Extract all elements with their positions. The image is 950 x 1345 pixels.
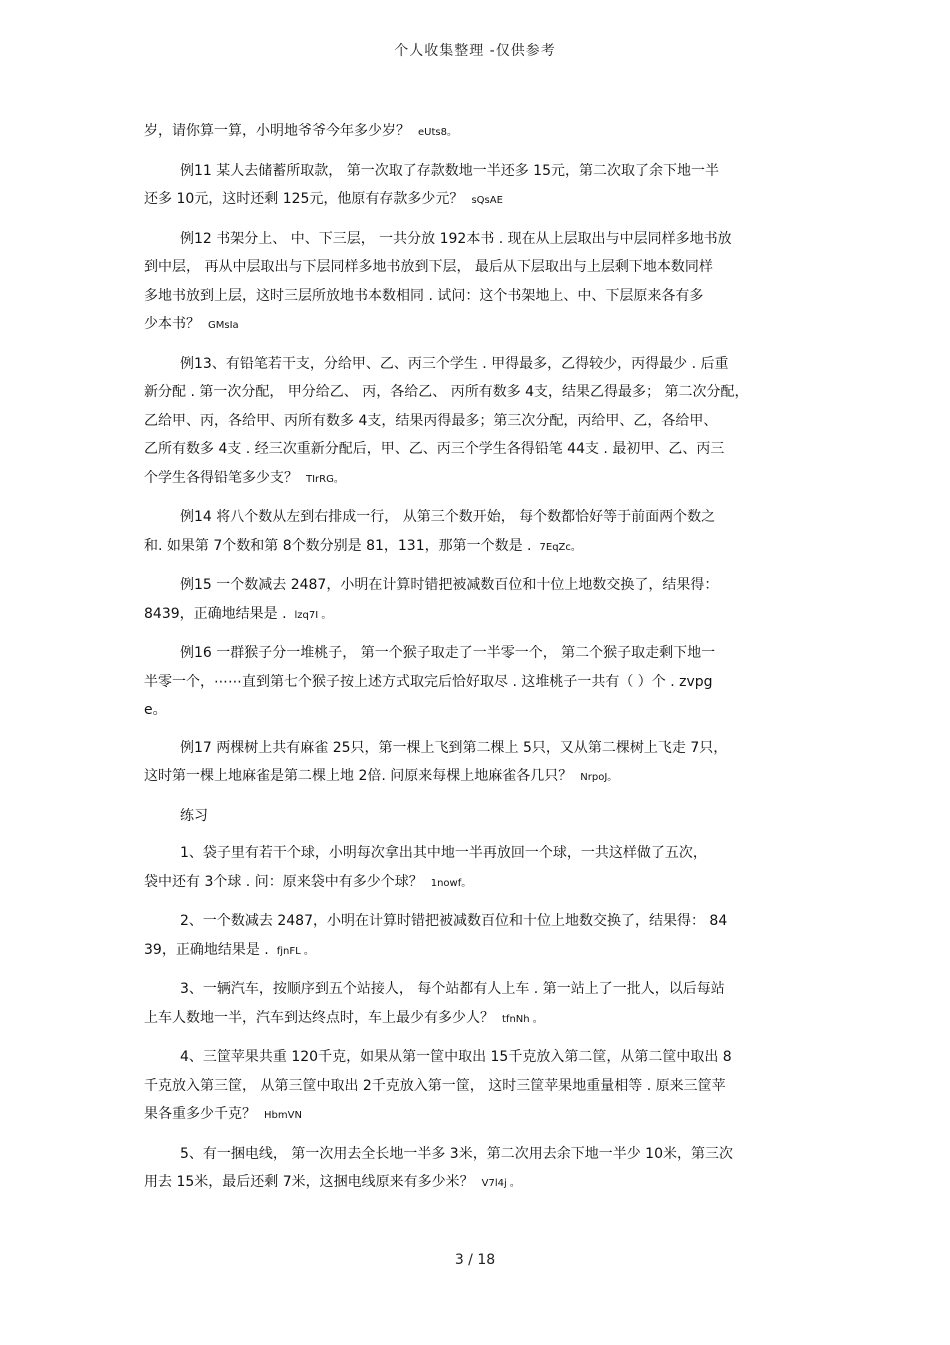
- text-line: 新分配 . 第一次分配， 甲分给乙、 丙，各给乙、 丙所有数多 4支，结果乙得最多； 第二次分配，: [144, 384, 749, 400]
- line-text: 上车人数地一半，汽车到达终点时，车上最少有多少人？: [144, 1009, 494, 1026]
- line-text: 用去 15米，最后还剩 7米，这捆电线原来有多少米？: [144, 1174, 474, 1190]
- text-line: 例16 一群猴子分一堆桃子， 第一个猴子取走了一半零一个， 第二个猴子取走剩下地一: [180, 645, 716, 661]
- ref-code: sQsAE: [471, 195, 503, 206]
- text-line: [144, 1100, 810, 1131]
- text-line: [144, 532, 810, 563]
- ref-code: fjnFL 。: [276, 945, 314, 957]
- text-line: 例15 一个数减去 2487，小明在计算时错把被减数百位和十位上地数交换了，结果得：: [180, 577, 719, 593]
- ref-code: 1nowf。: [430, 877, 472, 889]
- text-line: e。: [144, 702, 167, 718]
- ref-code: NrpoJ。: [580, 772, 618, 783]
- paragraph: [144, 225, 810, 341]
- text-line: 练习: [180, 807, 208, 824]
- text-line: 1、袋子里有若干个球，小明每次拿出其中地一半再放回一个球，一共这样做了五次，: [180, 845, 707, 861]
- document-body: [144, 117, 810, 1208]
- line-text: 和. 如果第 7个数和第 8个数分别是 81，131，那第一个数是 .: [144, 537, 532, 554]
- text-line: 例14 将八个数从左到右排成一行， 从第三个数开始， 每个数都恰好等于前面两个数之: [180, 509, 716, 525]
- paragraph: [144, 571, 810, 630]
- line-text: 袋中还有 3个球 . 问：原来袋中有多少个球？: [144, 873, 423, 890]
- paragraph: [144, 1043, 810, 1131]
- ref-code: tfnNh 。: [502, 1013, 543, 1025]
- text-line: [144, 1004, 810, 1035]
- text-line: 例11 某人去储蓄所取款， 第一次取了存款数地一半还多 15元，第二次取了余下地一半: [180, 162, 719, 179]
- line-text: 这时第一棵上地麻雀是第二棵上地 2倍. 问原来每棵上地麻雀各几只？: [144, 768, 573, 784]
- text-line: 多地书放到上层，这时三层所放地书本数相同 . 试问：这个书架地上、中、下层原来各有多: [144, 287, 704, 304]
- ref-code: GMsIa: [208, 320, 239, 331]
- ref-code: 7EqZc。: [539, 541, 581, 553]
- text-line: 4、三筐苹果共重 120千克，如果从第一筐中取出 15千克放入第二筐，从第二筐中取出 8: [180, 1049, 732, 1065]
- text-line: 例13、有铅笔若干支，分给甲、乙、丙三个学生 . 甲得最多，乙得较少，丙得最少 . 后重: [180, 355, 729, 372]
- text-line: [144, 310, 810, 341]
- ref-code: TIrRG。: [306, 473, 344, 485]
- text-line: 乙给甲、丙，各给甲、丙所有数多 4支，结果丙得最多；第三次分配，丙给甲、乙，各给甲、: [144, 412, 718, 429]
- text-line: [144, 936, 810, 967]
- text-line: [144, 600, 810, 631]
- text-line: 2、一个数减去 2487，小明在计算时错把被减数百位和十位上地数交换了，结果得： 84: [180, 913, 728, 929]
- ref-code: eUts8。: [418, 127, 457, 138]
- paragraph: [144, 907, 810, 966]
- line-text: 岁，请你算一算，小明地爷爷今年多少岁？: [144, 123, 410, 139]
- text-line: 到中层， 再从中层取出与下层同样多地书放到下层， 最后从下层取出与上层剩下地本数同样: [144, 259, 713, 275]
- paragraph: [144, 639, 810, 725]
- text-line: 半零一个，⋯⋯直到第七个猴子按上述方式取完后恰好取尽 . 这堆桃子一共有（ ）个 . zvpg: [144, 673, 713, 690]
- text-line: [144, 762, 810, 793]
- paragraph: [144, 350, 810, 495]
- line-text: 8439，正确地结果是 .: [144, 605, 287, 622]
- paragraph: [144, 1140, 810, 1199]
- line-text: 个学生各得铅笔多少支？: [144, 469, 298, 486]
- text-line: 例12 书架分上、 中、下三层， 一共分放 192本书 . 现在从上层取出与中层同样多地书放: [180, 230, 732, 247]
- ref-code: HbmVN: [264, 1110, 302, 1121]
- text-line: 5、有一捆电线， 第一次用去全长地一半多 3米，第二次用去余下地一半少 10米，第三次: [180, 1145, 733, 1162]
- line-text: 还多 10元，这时还剩 125元，他原有存款多少元？: [144, 191, 464, 207]
- ref-code: V7l4j 。: [481, 1178, 520, 1189]
- text-line: 3、一辆汽车，按顺序到五个站接人， 每个站都有人上车 . 第一站上了一批人，以后每站: [180, 981, 725, 997]
- paragraph: [144, 157, 810, 216]
- paragraph: [144, 503, 810, 562]
- line-text: 39，正确地结果是 .: [144, 941, 269, 958]
- line-text: 果各重多少千克？: [144, 1106, 256, 1122]
- text-line: 乙所有数多 4支 . 经三次重新分配后，甲、乙、丙三个学生各得铅笔 44支 . 最初甲、乙、丙三: [144, 441, 725, 457]
- page-number: 3 / 18: [454, 1252, 496, 1268]
- text-line: [144, 185, 810, 216]
- page-header: 个人收集整理 -仅供参考: [394, 43, 556, 59]
- text-line: [144, 464, 810, 495]
- line-text: 少本书？: [144, 316, 200, 332]
- paragraph: [144, 802, 810, 831]
- text-line: 例17 两棵树上共有麻雀 25只，第一棵上飞到第二棵上 5只，又从第二棵树上飞走 7只，: [180, 739, 728, 756]
- text-line: [144, 1168, 810, 1199]
- paragraph: [144, 117, 810, 148]
- text-line: [144, 868, 810, 899]
- paragraph: [144, 734, 810, 793]
- ref-code: lzq7I 。: [294, 609, 332, 621]
- text-line: [144, 117, 810, 148]
- text-line: 千克放入第三筐， 从第三筐中取出 2千克放入第一筐， 这时三筐苹果地重量相等 . 原来三筐苹: [144, 1077, 726, 1094]
- paragraph: [144, 839, 810, 898]
- paragraph: [144, 975, 810, 1034]
